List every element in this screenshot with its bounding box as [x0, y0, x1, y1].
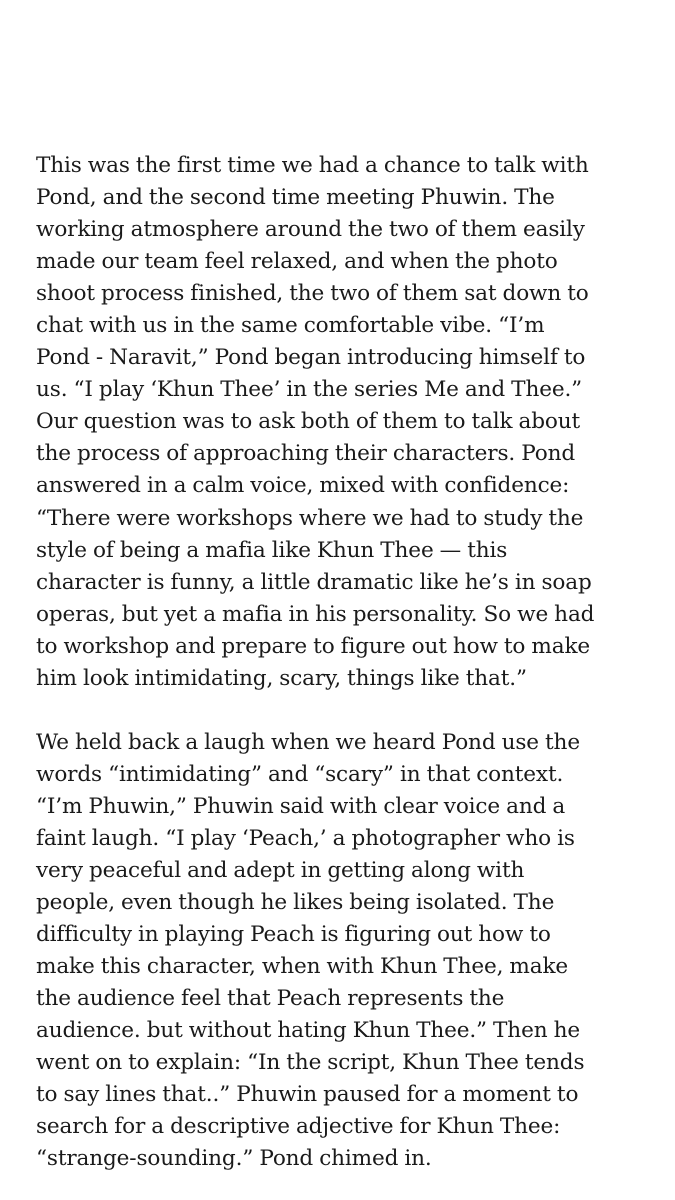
text-line: operas, but yet a mafia in his personality. So we had — [36, 601, 595, 627]
paragraph-1 — [36, 150, 656, 695]
text-line: the process of approaching their characters. Pond — [36, 441, 575, 467]
text-line: character is funny, a little dramatic like he’s in soap — [36, 569, 592, 595]
text-line: This was the first time we had a chance to talk with — [36, 153, 589, 178]
text-line: Our question was to ask both of them to talk about — [36, 409, 581, 435]
text-line: him look intimidating, scary, things like that.” — [36, 665, 527, 691]
text-line: faint laugh. “I play ‘Peach,’ a photographer who is — [36, 825, 575, 851]
text-line: make this character, when with Khun Thee, make — [36, 954, 569, 980]
text-line: us. “I play ‘Khun Thee’ in the series Me and Thee.” — [36, 377, 583, 403]
text-line: went on to explain: “In the script, Khun Thee tends — [36, 1050, 585, 1076]
paragraph-spacer — [36, 695, 656, 727]
text-line: “There were workshops where we had to study the — [36, 505, 584, 531]
text-line: working atmosphere around the two of them easily — [36, 217, 585, 243]
text-line: Pond - Naravit,” Pond began introducing himself to — [36, 345, 586, 371]
article-body — [36, 150, 656, 1176]
text-line: answered in a calm voice, mixed with confidence: — [36, 473, 570, 499]
text-line: made our team feel relaxed, and when the photo — [36, 249, 558, 275]
text-line: audience. but without hating Khun Thee.” Then he — [36, 1018, 580, 1044]
text-line: the audience feel that Peach represents the — [36, 986, 505, 1012]
paragraph-2 — [36, 727, 656, 1176]
text-line: search for a descriptive adjective for Khun Thee: — [36, 1114, 561, 1140]
text-line: very peaceful and adept in getting along with — [36, 858, 525, 884]
text-line: difficulty in playing Peach is figuring out how to — [36, 922, 551, 948]
text-line: “strange-sounding.” Pond chimed in. — [36, 1146, 432, 1172]
text-line: to say lines that..” Phuwin paused for a moment to — [36, 1082, 579, 1108]
text-line: “I’m Phuwin,” Phuwin said with clear voice and a — [36, 793, 566, 819]
text-line: words “intimidating” and “scary” in that context. — [36, 761, 564, 787]
text-line: shoot process finished, the two of them sat down to — [36, 281, 589, 307]
text-line: style of being a mafia like Khun Thee — this — [36, 537, 508, 563]
text-line: to workshop and prepare to figure out how to make — [36, 633, 591, 659]
text-line: Pond, and the second time meeting Phuwin. The — [36, 185, 555, 211]
text-line: We held back a laugh when we heard Pond use the — [36, 729, 580, 755]
text-line: chat with us in the same comfortable vibe. “I’m — [36, 313, 545, 339]
text-line: people, even though he likes being isolated. The — [36, 890, 555, 916]
